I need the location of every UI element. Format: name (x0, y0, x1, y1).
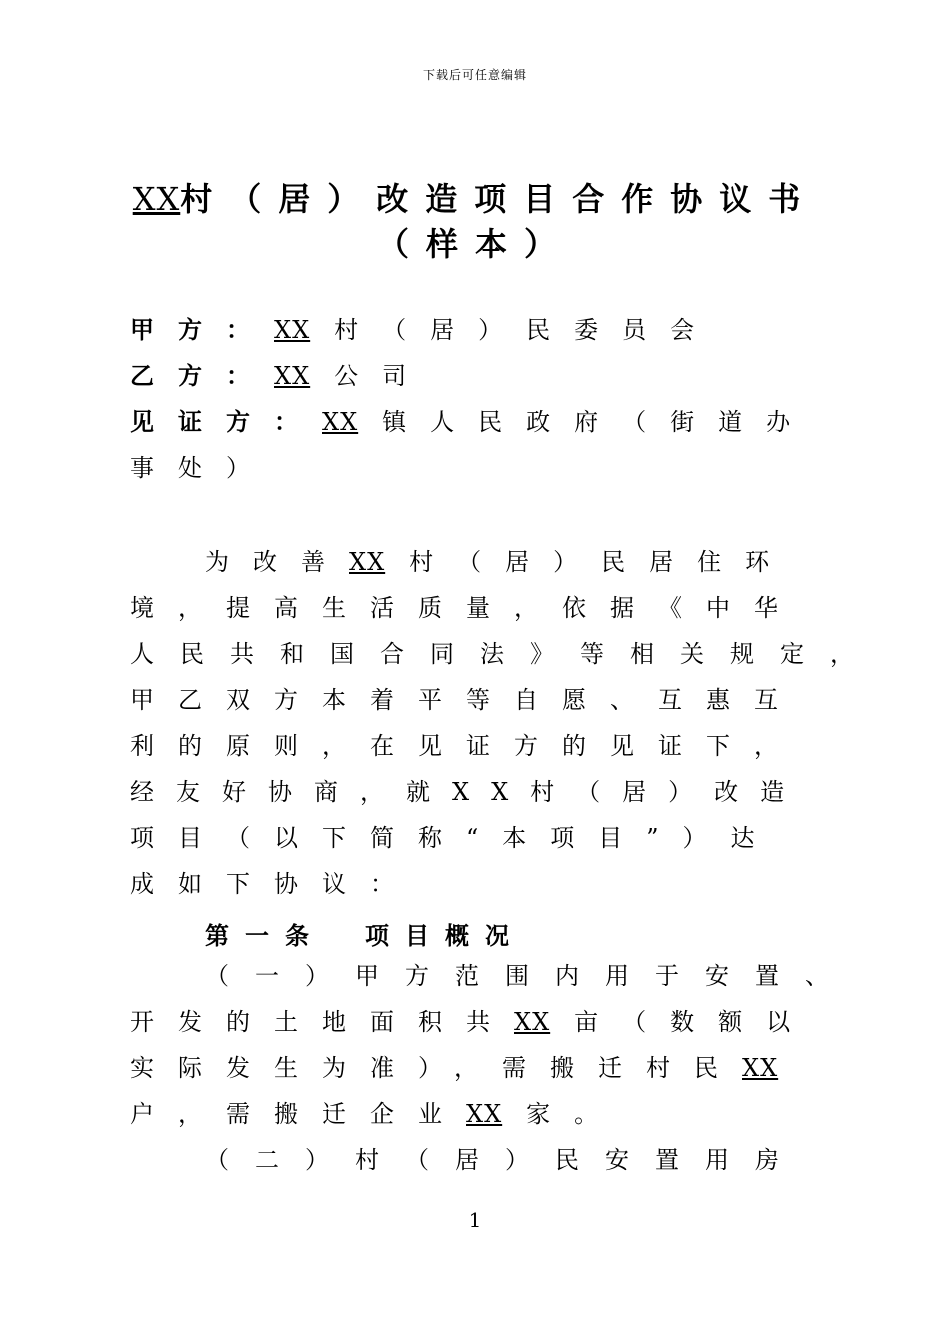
preamble-line-5: 利的原则，在见证方的见证下， (130, 732, 802, 760)
page-number: 1 (468, 1208, 482, 1232)
article-text: 户，需搬迁企业 (130, 1100, 466, 1128)
preamble-line-3: 人民共和国合同法》等相关规定， (130, 640, 880, 668)
article-text: 实际发生为准），需搬迁村民 (130, 1054, 742, 1082)
villagers-xx: XX (742, 1054, 779, 1082)
article-text: 开发的土地面积共 (130, 1008, 514, 1036)
article-text: 亩（数额以 (574, 1008, 815, 1036)
preamble-line-6: 经友好协商，就XX村（居）改造 (130, 778, 807, 806)
party-b-name: 公司 (334, 362, 431, 390)
preamble-line-8: 成如下协议： (130, 870, 418, 898)
witness-name: 镇人民政府（街道办 (382, 408, 815, 436)
article-1-p1-line-3 (130, 1054, 850, 1082)
witness-xx: XX (322, 408, 359, 436)
preamble-text: 村（居）民居住环 (409, 548, 794, 576)
header-note: 下载后可任意编辑 (422, 68, 527, 82)
preamble-line-1 (205, 548, 925, 576)
article-1-p1-line-2 (130, 1008, 850, 1036)
title-xx: XX (132, 180, 181, 218)
preamble-line-4: 甲乙双方本着平等自愿、互惠互 (130, 686, 802, 714)
party-a-line (130, 316, 850, 344)
article-text: 家。 (526, 1100, 623, 1128)
title-line1-rest: 村（居）改造项目合作协议书 (180, 180, 818, 218)
party-a-xx: XX (274, 316, 311, 344)
party-a-label: 甲方： (130, 316, 274, 344)
preamble-line-2: 境，提高生活质量，依据《中华 (130, 594, 802, 622)
witness-line-cont: 事处） (130, 454, 274, 482)
witness-label: 见证方： (130, 408, 322, 436)
article-1-heading: 第一条 项目概况 (205, 922, 525, 950)
enterprises-xx: XX (466, 1100, 503, 1128)
document-subtitle: （样本） (376, 225, 573, 263)
witness-line (130, 408, 850, 436)
preamble-xx: XX (349, 548, 386, 576)
article-1-p2-line-1: （二）村（居）民安置用房 (205, 1146, 805, 1174)
preamble-text: 为改善 (205, 548, 349, 576)
article-1-p1-line-4 (130, 1100, 850, 1128)
area-xx: XX (514, 1008, 551, 1036)
party-b-label: 乙方： (130, 362, 274, 390)
party-b-xx: XX (274, 362, 311, 390)
article-1-p1-line-1: （一）甲方范围内用于安置、 (205, 962, 855, 990)
preamble-line-7: 项目（以下简称“本项目”）达 (130, 824, 779, 852)
document-title (0, 174, 950, 220)
party-b-line (130, 362, 850, 390)
party-a-name: 村（居）民委员会 (334, 316, 719, 344)
